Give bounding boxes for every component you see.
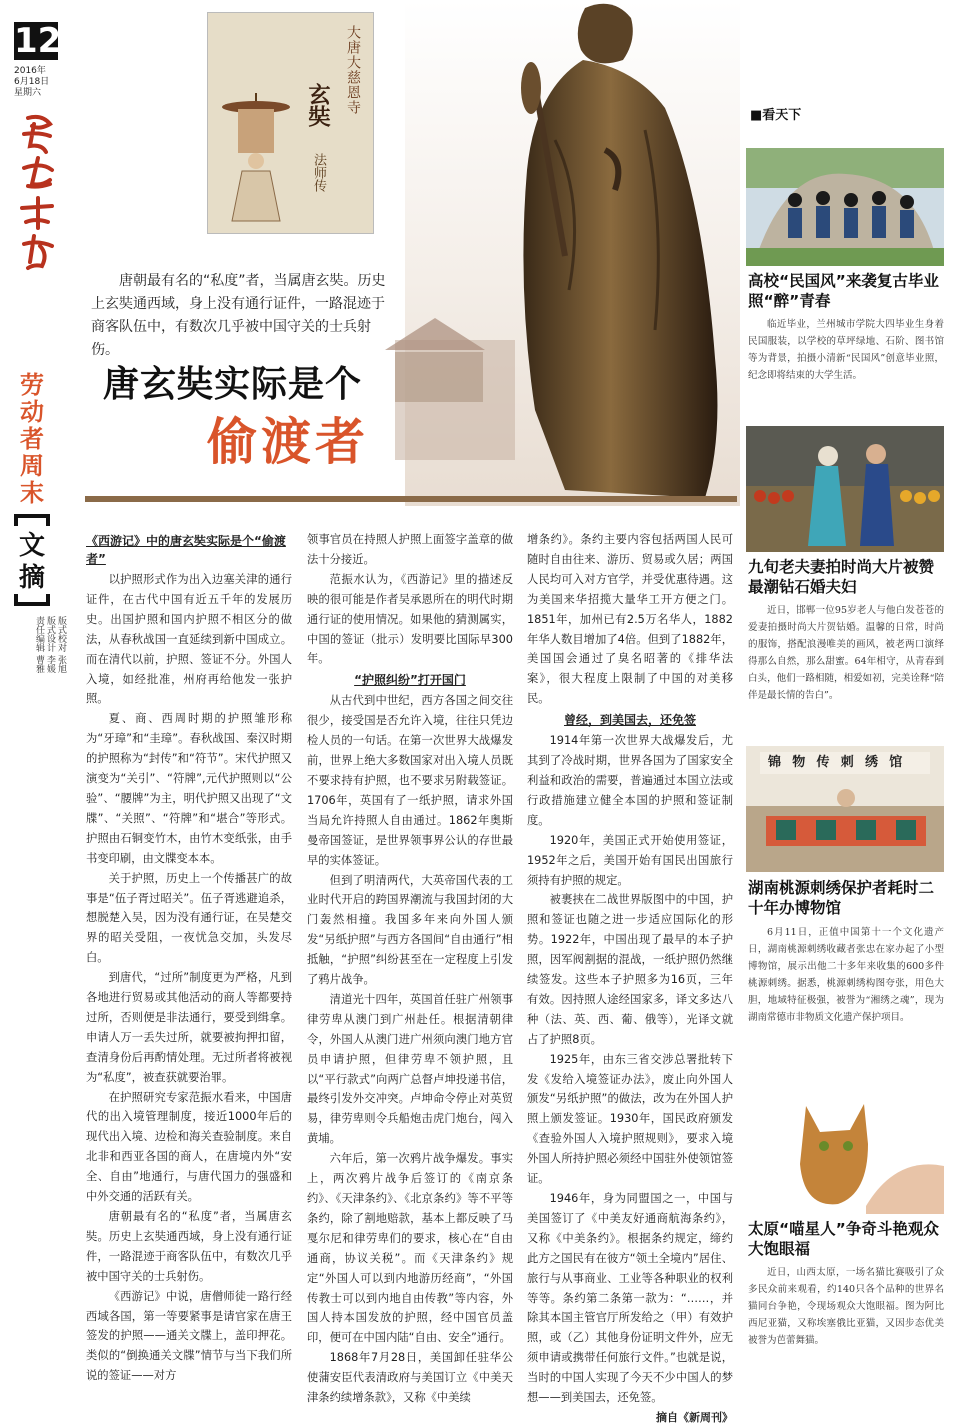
article-paragraph: 以护照形式作为出入边塞关津的通行证件，在古代中国有近五千年的发展历史。出国护照和国内护照不相区分的做法，从春秋战国一直延续到新中国成立。而在清代以前，护照、签证不分。外国人入境，如经批准，州府再给他发一张护照。 <box>86 573 292 706</box>
article-paragraph: 夏、商、西周时期的护照雏形称为“牙璋”和“圭璋”。春秋战国、秦汉时期的护照称为“封传”和“符节”。宋代护照又演变为“关引”、“符牌”,元代护照则以“公验”、“腰牌”为主，明代护照又出现了“文牒”、“关照”、“符牌”和“堪合”等形式。护照由石铜变竹木，由竹木变纸张，由手书变印刷，由文牒变本本。 <box>86 712 292 865</box>
cat-photo <box>746 1086 944 1214</box>
embroidery-photo <box>746 746 944 872</box>
article-paragraph: 被裹挟在二战世界版图中的中国，护照和签证也随之进一步适应国际化的形势。1922年，中国出现了最早的本子护照，因军阀割据的混战，一纸护照仍然继续签发。这些本子护照多为16页，三年有效。因持照人途经国家多，译文多达八种（法、英、西、葡、俄等），光译文就占了护照8页。 <box>527 893 733 1046</box>
editor-credits <box>14 616 66 673</box>
article-paragraph: 增条约》。条约主要内容包括两国人民可随时自由往来、游历、贸易或久居；两国人民均可入对方官学，并受优惠待遇。这为美国来华招揽大量华工开方便之门。1851年，加州已有2.5万名华人，1882年华人数目增加了4倍。但到了1882年，美国国会通过了臭名昭著的《排华法案》，很大程度上限制了中国的对美移民。 <box>527 533 733 706</box>
date-year: 2016年 <box>14 66 46 76</box>
page-number: 12 <box>14 21 62 61</box>
article-paragraph: 《西游记》中说，唐僧师徒一路行经西域各国，第一等要紧事是请官家在唐王签发的护照——通关文牒上，盖印押花。类似的“倒换通关文牒”情节与当下我们所说的签证——对方 <box>86 1289 292 1383</box>
section-title: 劳动者周末 <box>20 371 44 507</box>
book-subtitle: 法师传 <box>312 153 327 192</box>
issue-date <box>14 66 64 99</box>
museum-sign: 锦 物 传 刺 绣 馆 <box>768 754 907 769</box>
book-cover <box>207 12 374 234</box>
article-paragraph: 清道光十四年，英国首任驻广州领事律劳卑从澳门到广州赴任。根据清朝律令，外国人从澳门进广州须向澳门地方官员申请护照，但律劳卑不领护照，且以“平行款式”向两广总督卢坤投递书信，最终引发外交冲突。卢坤命令停止对英贸易，律劳卑则令兵船炮击虎门炮台，闯入黄埔。 <box>307 992 513 1146</box>
article-paragraph: 唐朝最有名的“私度”者，当属唐玄奘。历史上玄奘通西域，身上没有通行证件，一路混迹于商客队伍中，有数次几乎被中国守关的士兵射伤。 <box>86 1210 292 1283</box>
article-column-2 <box>307 530 513 1408</box>
article-subheading: “护照纠纷”打开国门 <box>354 673 466 688</box>
logo-calligraphy <box>10 106 66 276</box>
story-body: 近日，邯郸一位95岁老人与他白发苍苍的爱妻拍摄时尚大片贺钻婚。温馨的日常，时尚的服饰，搭配浪漫唯美的画风，被老两口演绎得那么自然，那么甜蜜。64年相守，从青春到白头，他们一路相随，相爱如初，完美诠释“陪伴是最长情的告白”。 <box>748 605 944 701</box>
article-column-3 <box>527 530 733 1428</box>
editor-line: 版式校对 张旭 <box>56 616 66 673</box>
headline-line1: 唐玄奘实际是个 <box>103 364 363 405</box>
article-paragraph: 1920年，美国正式开始使用签证，1952年之后，美国开始有国民出国旅行须持有护照的规定。 <box>527 833 733 887</box>
section-tag-label: 文摘 <box>18 531 45 593</box>
hero-divider <box>85 496 737 502</box>
story-body: 近日，山西太原，一场名猫比赛吸引了众多民众前来观看，约140只各个品种的世界名猫同台争艳，令现场观众大饱眼福。图为阿比西尼亚猫，又称埃塞俄比亚猫，又因步态优美被誉为芭蕾舞猫。 <box>748 1267 944 1346</box>
editor-line: 责任编辑 曹雅 <box>34 616 44 673</box>
story-title: 高校“民国风”来袭复古毕业照“醉”青春 <box>748 272 939 310</box>
article-paragraph: 在护照研究专家范振水看来，中国唐代的出入境管理制度，接近1000年后的现代出入境、边检和海关查验制度。来自北非和西亚各国的商人，在唐境内外“安全、自由”地通行，与唐代国力的强盛和中外交通的活跃有关。 <box>86 1090 292 1204</box>
date-weekday: 星期六 <box>14 88 42 98</box>
article-paragraph: 领事官员在持照人护照上面签字盖章的做法十分接近。 <box>307 533 513 566</box>
article-paragraph: 到唐代，“过所”制度更为严格，凡到各地进行贸易或其他活动的商人等都要持过所，否则便是非法通行，要受到缉拿。申请人万一丢失过所，就要被拘押扣留，查清身份后再酌情处理。无过所者将被视为“私度”，被查获就要治罪。 <box>86 971 292 1084</box>
story-title: 九旬老夫妻拍时尚大片被赞最潮钻石婚夫妇 <box>748 558 935 596</box>
article-paragraph: 1868年7月28日，美国卸任驻华公使蒲安臣代表清政府与美国订立《中美天津条约续增条款》，又称《中美续 <box>307 1351 513 1405</box>
story-title: 湖南桃源刺绣保护者耗时二十年办博物馆 <box>748 879 935 917</box>
statue-photo <box>85 0 740 506</box>
article-paragraph: 1946年，身为同盟国之一，中国与美国签订了《中美友好通商航海条约》，又称《中美条约》。根据条约规定，缔约此方之国民有在彼方“领土全境内”居住、旅行与从事商业、工业等各种职业的权利等等。条约第二条第一款为：“……，并除其本国主管官厅所发给之（甲）有效护照，或（乙）其他身份证明文件外，应无须申请或携带任何旅行文件。”也就是说，当时的中国人实现了今天不少中国人的梦想——到美国去，还免签。 <box>527 1192 733 1405</box>
article-subheading: 《西游记》中的唐玄奘实际是个“偷渡者” <box>86 534 286 566</box>
article-paragraph: 1914年第一次世界大战爆发后，尤其到了冷战时期，世界各国为了国家安全利益和政治的需要，普遍通过本国立法或行政措施建立健全本国的护照和签证制度。 <box>527 734 733 827</box>
date-day: 6月18日 <box>14 77 50 87</box>
editor-line: 版式设计 李媛 <box>45 616 55 673</box>
article-subheading: 曾经，到美国去，还免签 <box>563 713 696 728</box>
couple-photo <box>746 426 944 552</box>
story-title: 太原“喵星人”争奇斗艳观众大饱眼福 <box>748 1220 939 1258</box>
article-paragraph: 关于护照，历史上一个传播甚广的故事是“伍子胥过昭关”。伍子胥逃避追杀，想脱楚入吴，因为没有通行证，在吴楚交界的昭关受阻，一夜忧急交加，头发尽白。 <box>86 871 292 965</box>
book-title: 玄奘 <box>306 83 331 127</box>
section-tag <box>12 512 52 608</box>
story-body: 6月11日，正值中国第十一个文化遗产日，湖南桃源刺绣收藏者张忠在家办起了小型博物馆，展示出他二十多年来收集的600多件桃源刺绣。据悉，桃源刺绣构图夸张，用色大胆，地域特征极强，被誉为“湘绣之魂”，现为湖南常德市非物质文化遗产保护项目。 <box>748 927 944 1023</box>
article-paragraph: 从古代到中世纪，西方各国之间交往很少，接受国是否允许入境，往往只凭边检人员的一句话。在第一次世界大战爆发前，世界上绝大多数国家对出入境人员既不要求持有护照，也不要求另附载签证。1706年，英国有了一纸护照，请求外国当局允许持照人自由通过。1862年奥斯曼帝国签证，是世界领事界公认的存世最早的实体签证。 <box>307 694 513 867</box>
article-paragraph: 范振水认为，《西游记》里的描述反映的很可能是作者吴承恩所在的明代时期通行证的使用情况。如果他的猜测属实，中国的签证（批示）发明要比国际早300年。 <box>307 572 513 666</box>
headline-line2: 偷渡者 <box>207 413 369 471</box>
monk-illustration <box>220 87 300 227</box>
article-paragraph: 六年后，第一次鸦片战争爆发。事实上，两次鸦片战争后签订的《南京条约》、《天津条约》、《北京条约》等不平等条约，除了割地赔款，基本上都反映了马戛尔尼和律劳卑们的要求，核心在“自由通商，协议关税”。而《天津条约》规定“外国人可以到内地游历经商”，“外国传教士可以到内地自由传教”等内容，外国人持本国发放的护照，经中国官员盖印，便可在中国内陆“自由、安全”通行。 <box>307 1152 513 1345</box>
sidebar-heading: ■看天下 <box>750 108 802 123</box>
article-column-1 <box>86 530 292 1386</box>
article-source: 摘自《新周刊》 <box>656 1410 733 1424</box>
article-paragraph: 但到了明清两代，大英帝国代表的工业时代开启的跨国界潮流与我国封闭的大门轰然相撞。我国多年来向外国人颁发“另纸护照”与西方各国间“自由通行”相抵触，“护照”纠纷甚至在一定程度上引发了鸦片战争。 <box>307 873 513 987</box>
story-body: 临近毕业，兰州城市学院大四毕业生身着民国服装，以学校的草坪绿地、石阶、图书馆等为背景，拍摄小清新“民国风”创意毕业照，纪念即将结束的大学生活。 <box>748 319 944 381</box>
article-paragraph: 1925年，由东三省交涉总署批转下发《发给入境签证办法》，废止向外国人颁发“另纸护照”的做法，改为在外国人护照上颁发签证。1930年，国民政府颁发《查验外国人入境护照规则》，要求入境外国人所持护照必须经中国驻外使领馆签证。 <box>527 1052 733 1186</box>
lede-paragraph: 唐朝最有名的“私度”者，当属唐玄奘。历史上玄奘通西域，身上没有通行证件，一路混迹于商客队伍中，有数次几乎被中国守关的士兵射伤。 <box>91 273 386 358</box>
newspaper-logo <box>10 106 66 276</box>
grad-photo <box>746 148 944 266</box>
book-series-title: 大唐大慈恩寺 <box>345 25 360 115</box>
hero-banner <box>85 0 740 506</box>
sidebar-news <box>746 0 954 1395</box>
